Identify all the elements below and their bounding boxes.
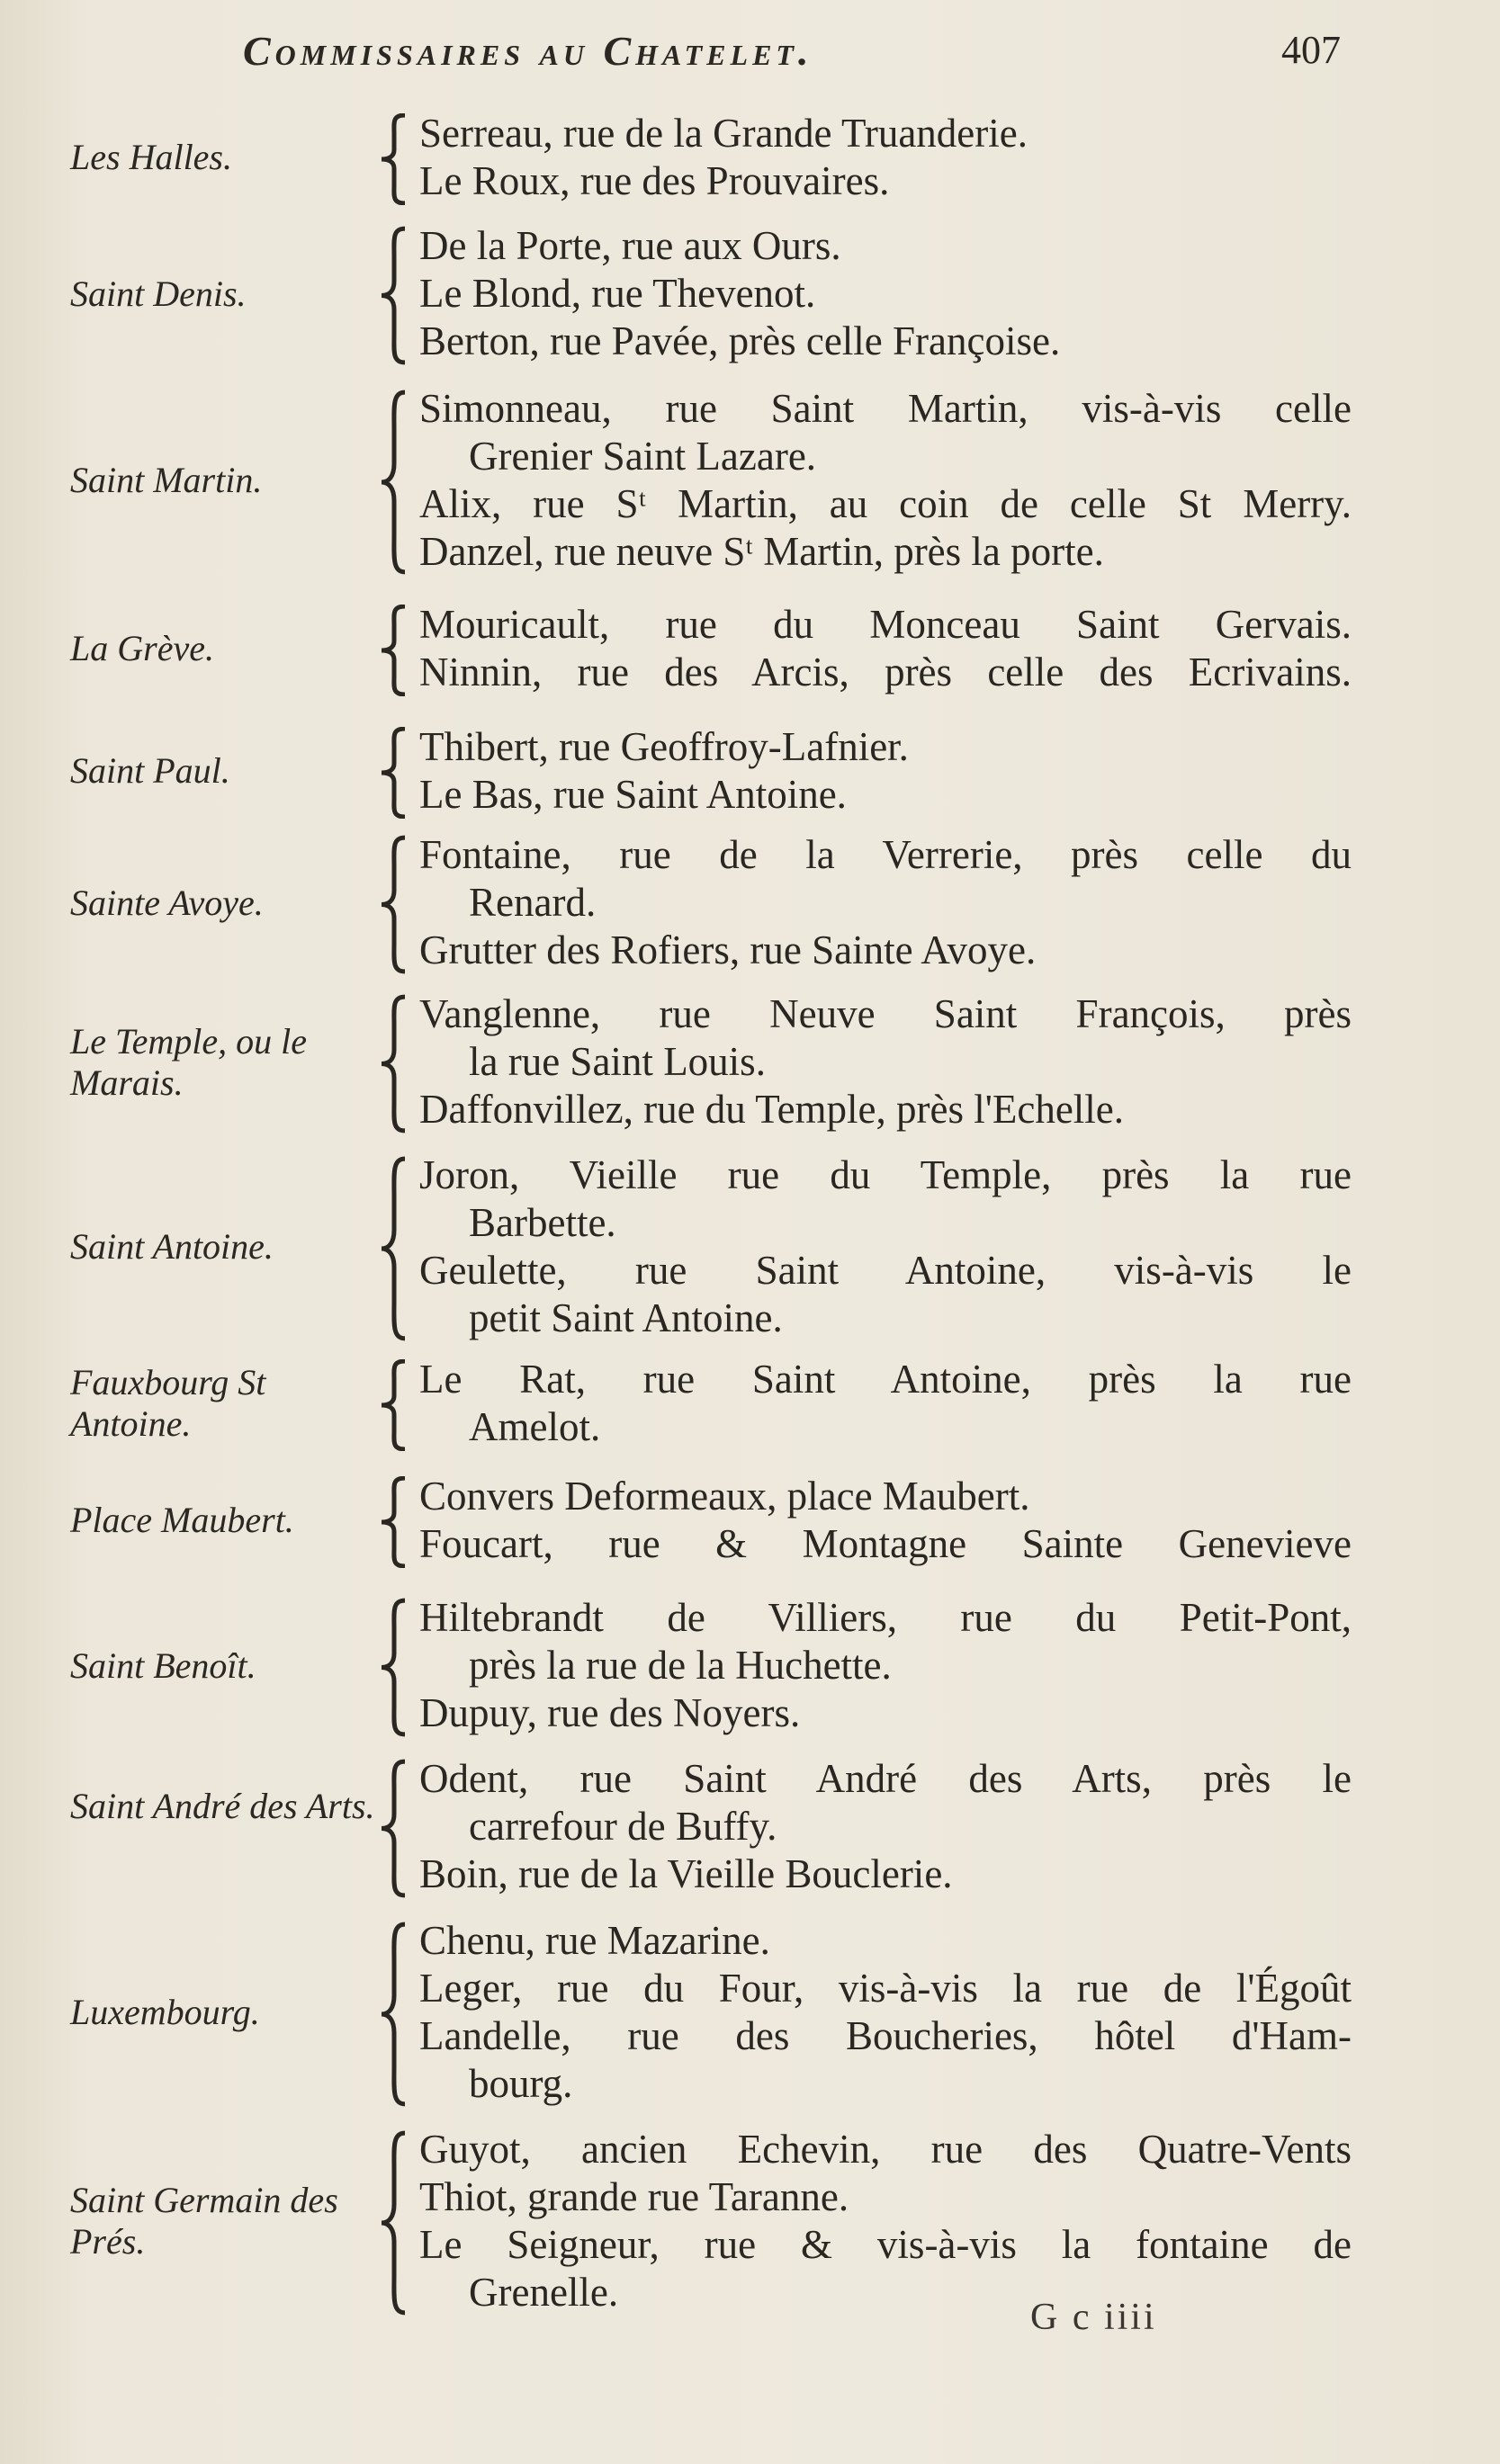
commissaire-line: Ninnin, rue des Arcis, près celle des Ecrivains. (419, 650, 1352, 694)
brace-icon (376, 1921, 412, 2108)
commissaire-line: Berton, rue Pavée, près celle Françoise. (419, 318, 1061, 363)
commissaire-line: Thiot, grande rue Taranne. (419, 2174, 849, 2219)
commissaire-lines (419, 1473, 1352, 1568)
district-entry (0, 1151, 1500, 1342)
district-label: Luxembourg. (70, 1992, 260, 2032)
commissaire-line: Serreau, rue de la Grande Truanderie. (419, 111, 1028, 156)
commissaire-line: près la rue de la Huchette. (469, 1643, 892, 1688)
commissaire-line: Mouricault, rue du Monceau Saint Gervais. (419, 602, 1352, 647)
commissaire-lines (419, 222, 1352, 365)
commissaire-lines (419, 831, 1352, 974)
district-entry (0, 831, 1500, 974)
commissaire-line: Geulette, rue Saint Antoine, vis-à-vis le (419, 1248, 1352, 1293)
district-label: Les Halles. (70, 137, 232, 177)
commissaire-line: Grenier Saint Lazare. (469, 434, 817, 479)
signature-mark: G c iiii (1030, 2297, 1157, 2338)
brace-icon (376, 113, 412, 205)
commissaire-lines (419, 990, 1352, 1133)
district-label: Saint Paul. (70, 750, 230, 791)
commissaire-line: Boin, rue de la Vieille Bouclerie. (419, 1851, 953, 1896)
district-entry (0, 990, 1500, 1133)
brace-icon (376, 1476, 412, 1568)
district-label: Saint Denis. (70, 273, 247, 314)
commissaire-line: Odent, rue Saint André des Arts, près le (419, 1756, 1352, 1801)
commissaire-line: Barbette. (469, 1200, 616, 1245)
commissaire-line: Daffonvillez, rue du Temple, près l'Echelle. (419, 1087, 1125, 1132)
commissaire-line: Convers Deformeaux, place Maubert. (419, 1474, 1030, 1519)
commissaire-lines (419, 1917, 1352, 2108)
commissaire-line: De la Porte, rue aux Ours. (419, 223, 841, 268)
commissaire-lines (419, 385, 1352, 576)
district-label: Saint Benoît. (70, 1644, 256, 1686)
district-label: Saint Martin. (70, 460, 263, 500)
commissaire-line: Guyot, ancien Echevin, rue des Quatre-Vents (419, 2127, 1352, 2172)
brace-icon (376, 727, 412, 819)
commissaire-line: Fontaine, rue de la Verrerie, près celle du (419, 832, 1352, 877)
commissaire-line: Foucart, rue & Montagne Sainte Genevieve (419, 1521, 1352, 1566)
commissaire-line: bourg. (469, 2061, 573, 2106)
brace-icon (376, 389, 412, 576)
commissaire-line: Renard. (469, 880, 597, 925)
commissaire-lines (419, 2126, 1352, 2316)
district-label: Saint André des Arts. (70, 1785, 375, 1826)
district-entry (0, 1755, 1500, 1898)
brace-icon (376, 994, 412, 1133)
commissaire-line: Alix, rue Sᵗ Martin, au coin de celle St Merry. (419, 481, 1352, 526)
district-label: La Grève. (70, 628, 214, 668)
brace-icon (376, 1155, 412, 1342)
district-entry (0, 1917, 1500, 2108)
brace-icon (376, 1759, 412, 1898)
commissaire-line: petit Saint Antoine. (469, 1295, 783, 1340)
brace-icon (376, 1359, 412, 1451)
commissaire-lines (419, 110, 1352, 205)
district-label: Le Temple, ou le Marais. (70, 1020, 307, 1103)
district-entry (0, 601, 1500, 696)
district-label: Saint Antoine. (70, 1226, 274, 1267)
commissaire-line: Joron, Vieille rue du Temple, près la rue (419, 1152, 1352, 1197)
running-title: Commissaires au Chatelet. (243, 28, 813, 74)
commissaire-line: Chenu, rue Mazarine. (419, 1918, 770, 1963)
district-entry (0, 385, 1500, 576)
commissaire-line: Danzel, rue neuve Sᵗ Martin, près la porte. (419, 529, 1104, 574)
brace-icon (376, 1598, 412, 1737)
commissaire-line: Thibert, rue Geoffroy-Lafnier. (419, 724, 909, 769)
commissaire-line: Grenelle. (469, 2270, 619, 2315)
district-entry (0, 222, 1500, 365)
commissaire-line: Vanglenne, rue Neuve Saint François, près (419, 991, 1352, 1036)
commissaire-lines (419, 1356, 1352, 1451)
commissaire-lines (419, 601, 1352, 696)
commissaire-line: Le Bas, rue Saint Antoine. (419, 772, 847, 817)
page-header (243, 27, 1341, 90)
page-number: 407 (1281, 28, 1341, 72)
commissaire-lines (419, 1151, 1352, 1342)
commissaire-line: Dupuy, rue des Noyers. (419, 1690, 801, 1735)
commissaire-line: Landelle, rue des Boucheries, hôtel d'Ham- (419, 2013, 1352, 2058)
commissaire-lines (419, 723, 1352, 819)
commissaire-line: Amelot. (469, 1404, 601, 1449)
commissaire-line: Hiltebrandt de Villiers, rue du Petit-Pont, (419, 1595, 1352, 1640)
district-entry (0, 2126, 1500, 2316)
brace-icon (376, 605, 412, 696)
district-entry (0, 1473, 1500, 1568)
commissaire-line: Le Rat, rue Saint Antoine, près la rue (419, 1357, 1352, 1402)
commissaire-line: Grutter des Rofiers, rue Sainte Avoye. (419, 927, 1037, 972)
district-label: Place Maubert. (70, 1500, 294, 1540)
commissaire-lines (419, 1755, 1352, 1898)
district-entry (0, 723, 1500, 819)
district-label: Sainte Avoye. (70, 882, 264, 923)
district-entry (0, 1356, 1500, 1451)
brace-icon (376, 2129, 412, 2316)
district-entry (0, 1594, 1500, 1737)
district-label: Saint Germain des Prés. (70, 2180, 338, 2262)
commissaire-line: carrefour de Buffy. (469, 1804, 777, 1849)
district-label: Fauxbourg St Antoine. (70, 1362, 266, 1444)
commissaire-line: Le Blond, rue Thevenot. (419, 271, 816, 316)
district-entry (0, 110, 1500, 205)
commissaire-line: Le Roux, rue des Prouvaires. (419, 158, 890, 203)
commissaire-lines (419, 1594, 1352, 1737)
brace-icon (376, 226, 412, 365)
commissaire-line: Le Seigneur, rue & vis-à-vis la fontaine de (419, 2222, 1352, 2267)
commissaire-line: la rue Saint Louis. (469, 1039, 766, 1084)
commissaire-line: Leger, rue du Four, vis-à-vis la rue de l'Égoût (419, 1966, 1352, 2011)
brace-icon (376, 835, 412, 974)
commissaire-line: Simonneau, rue Saint Martin, vis-à-vis celle (419, 386, 1352, 431)
